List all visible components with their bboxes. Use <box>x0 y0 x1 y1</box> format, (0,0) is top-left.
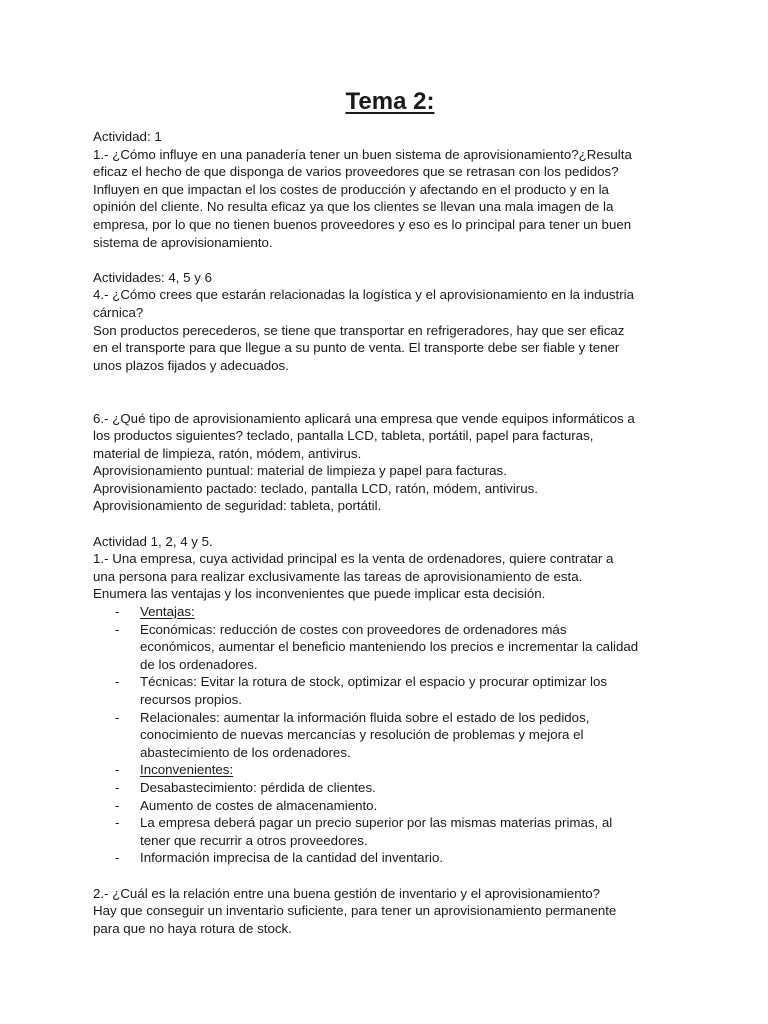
list-item-text: Relacionales: aumentar la información fluida sobre el estado de los pedidos, <box>140 709 590 725</box>
list-item-text: recursos propios. <box>140 692 242 707</box>
list-heading-inconvenientes: Inconvenientes: <box>140 762 234 778</box>
text-line: una persona para realizar exclusivamente las tareas de aprovisionamiento de esta. <box>93 568 583 584</box>
activity-label: Actividad 1, 2, 4 y 5. <box>93 533 213 549</box>
list-item-text: La empresa deberá pagar un precio superior por las mismas materias primas, al <box>140 815 613 831</box>
text-line: opinión del cliente. No resulta eficaz ya que los clientes se llevan una mala imagen de la <box>93 199 614 215</box>
text-line: Hay que conseguir un inventario suficiente, para tener un aprovisionamiento permanente <box>93 903 617 919</box>
text-line: 6.- ¿Qué tipo de aprovisionamiento aplicará una empresa que vende equipos informáticos a <box>93 410 635 426</box>
bullet-dash: - <box>115 779 120 795</box>
list-item <box>93 621 685 674</box>
list-heading-ventajas: Ventajas: <box>140 604 195 620</box>
document-page <box>93 86 685 937</box>
list-item <box>93 814 685 849</box>
text-line: Aprovisionamiento pactado: teclado, pantalla LCD, ratón, módem, antivirus. <box>93 480 538 496</box>
list-item-text: conocimiento de nuevas mercancías y resolución de problemas y mejora el <box>140 727 584 743</box>
text-line: material de limpieza, ratón, módem, antivirus. <box>93 445 362 461</box>
text-line: Son productos perecederos, se tiene que transportar en refrigeradores, hay que ser eficaz <box>93 322 625 338</box>
text-line: Aprovisionamiento de seguridad: tableta, portátil. <box>93 498 382 514</box>
activity-label: Actividad: 1 <box>93 129 162 144</box>
list-item-text: de los ordenadores. <box>140 656 258 672</box>
text-line: Aprovisionamiento puntual: material de limpieza y papel para facturas. <box>93 463 507 479</box>
list-item <box>93 603 685 621</box>
bullet-list <box>93 603 685 867</box>
text-line: 1.- Una empresa, cuya actividad principal es la venta de ordenadores, quiere contratar a <box>93 551 614 567</box>
text-line: eficaz el hecho de que disponga de varios proveedores que se retrasan con los pedidos? <box>93 164 619 180</box>
list-item-text: Desabastecimiento: pérdida de clientes. <box>140 779 376 795</box>
bullet-dash: - <box>115 674 120 690</box>
text-line: 2.- ¿Cuál es la relación entre una buena gestión de inventario y el aprovisionamiento? <box>93 885 601 901</box>
bullet-dash: - <box>115 709 120 725</box>
text-line: unos plazos fijados y adecuados. <box>93 357 289 373</box>
list-item-text: económicos, aumentar el beneficio manteniendo los precios e incrementar la calidad <box>140 639 639 655</box>
list-item-text: Económicas: reducción de costes con proveedores de ordenadores más <box>140 621 567 637</box>
list-item <box>93 779 685 797</box>
bullet-dash: - <box>115 621 120 637</box>
bullet-dash: - <box>115 815 120 831</box>
list-item <box>93 849 685 867</box>
bullet-dash: - <box>115 604 120 620</box>
text-line: Enumera las ventajas y los inconvenientes que puede implicar esta decisión. <box>93 586 546 602</box>
bullet-dash: - <box>115 850 120 866</box>
list-item <box>93 797 685 815</box>
list-item <box>93 673 685 708</box>
list-item-text: tener que recurrir a otros proveedores. <box>140 832 368 848</box>
text-line: 1.- ¿Cómo influye en una panadería tener un buen sistema de aprovisionamiento?¿Resulta <box>93 146 632 162</box>
page-title: Tema 2: <box>345 88 435 115</box>
text-line: 4.- ¿Cómo crees que estarán relacionadas la logística y el aprovisionamiento en la industria <box>93 287 635 303</box>
list-item-text: abastecimiento de los ordenadores. <box>140 744 351 760</box>
list-item <box>93 761 685 779</box>
text-line: sistema de aprovisionamiento. <box>93 234 273 250</box>
text-line: cárnica? <box>93 304 144 320</box>
list-item-text: Técnicas: Evitar la rotura de stock, optimizar el espacio y procurar optimizar los <box>140 674 608 690</box>
text-line: para que no haya rotura de stock. <box>93 920 292 936</box>
text-line: en el transporte para que llegue a su punto de venta. El transporte debe ser fiable y tener <box>93 340 620 356</box>
bullet-dash: - <box>115 762 120 778</box>
list-item-text: Aumento de costes de almacenamiento. <box>140 797 378 813</box>
text-line: empresa, por lo que no tienen buenos proveedores y eso es lo principal para tener un buen <box>93 216 632 232</box>
list-item-text: Información imprecisa de la cantidad del inventario. <box>140 850 444 866</box>
bullet-dash: - <box>115 797 120 813</box>
activity-label: Actividades: 4, 5 y 6 <box>93 269 212 285</box>
list-item <box>93 709 685 762</box>
text-line: los productos siguientes? teclado, pantalla LCD, tableta, portátil, papel para facturas, <box>93 428 594 444</box>
text-line: Influyen en que impactan el los costes de producción y afectando en el producto y en la <box>93 181 609 197</box>
